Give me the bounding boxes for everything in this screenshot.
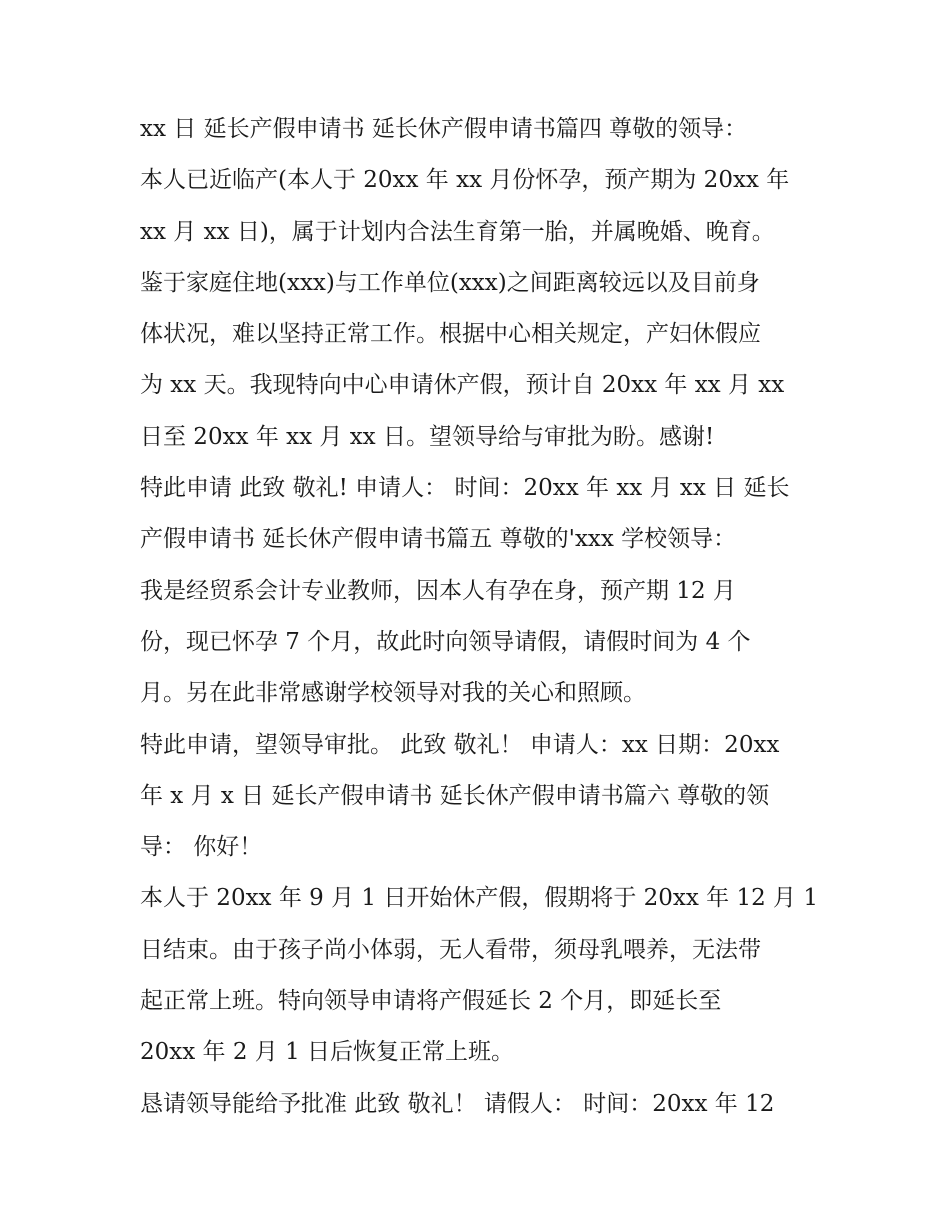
text-line: 日结束。由于孩子尚小体弱，无人看带，须母乳喂养，无法带: [140, 936, 761, 963]
text-line: 本人已近临产(本人于 20xx 年 xx 月份怀孕，预产期为 20xx 年: [140, 167, 790, 194]
text-line: 份，现已怀孕 7 个月，故此时向领导请假，请假时间为 4 个: [140, 628, 751, 655]
text-line: 日至 20xx 年 xx 月 xx 日。望领导给与审批为盼。感谢!: [140, 423, 715, 450]
text-line: 本人于 20xx 年 9 月 1 日开始休产假，假期将于 20xx 年 12 月 1: [140, 885, 819, 912]
text-line: 导： 你好！: [140, 834, 263, 861]
text-line: 特此申请 此致 敬礼! 申请人： 时间：20xx 年 xx 月 xx 日 延长: [140, 475, 790, 502]
text-line: 体状况，难以坚持正常工作。根据中心相关规定，产妇休假应: [140, 321, 761, 348]
text-line: 年 x 月 x 日 延长产假申请书 延长休产假申请书篇六 尊敬的领: [140, 782, 770, 809]
text-line: xx 日 延长产假申请书 延长休产假申请书篇四 尊敬的领导：: [140, 116, 748, 142]
text-line: 起正常上班。特向领导申请将产假延长 2 个月，即延长至: [140, 988, 722, 1015]
text-line: 20xx 年 2 月 1 日后恢复正常上班。: [140, 1039, 515, 1066]
text-line: 产假申请书 延长休产假申请书篇五 尊敬的'xxx 学校领导：: [140, 526, 737, 553]
document-body: [140, 104, 820, 1130]
text-line: xx 月 xx 日)，属于计划内合法生育第一胎，并属晚婚、晚育。: [140, 218, 775, 245]
text-line: 月。另在此非常感谢学校领导对我的关心和照顾。: [140, 680, 646, 707]
text-line: 为 xx 天。我现特向中心申请休产假，预计自 20xx 年 xx 月 xx: [140, 372, 785, 399]
text-line: 特此申请，望领导审批。 此致 敬礼！ 申请人：xx 日期：20xx: [140, 731, 780, 758]
text-line: 我是经贸系会计专业教师，因本人有孕在身，预产期 12 月: [140, 577, 736, 604]
text-line: 鉴于家庭住地(xxx)与工作单位(xxx)之间距离较远以及目前身: [140, 269, 760, 296]
text-line: 恳请领导能给予批准 此致 敬礼！ 请假人： 时间：20xx 年 12: [140, 1090, 775, 1117]
